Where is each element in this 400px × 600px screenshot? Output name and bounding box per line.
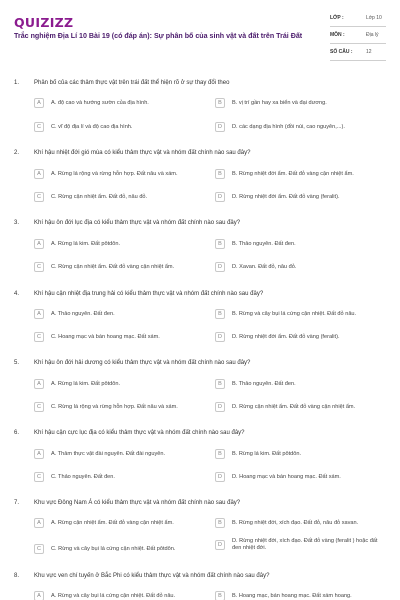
question-number: 5. [14,360,20,366]
option-c[interactable] [34,330,208,344]
option-text: D. Rừng nhiệt đới, xích đạo. Đất đỏ vàng (feralit ) hoặc đất đen nhiệt đới. [232,538,378,551]
option-text: D. Rừng cận nhiệt ẩm. Đất đỏ vàng cận nhiệt ẩm. [232,403,356,410]
question-number: 3. [14,220,20,226]
option-letter-box: C [34,332,44,342]
option-text: B. Hoang mạc, bán hoang mạc. Đất xám hoang. [232,592,352,599]
option-a[interactable] [34,96,208,110]
option-letter-box: D [215,332,225,342]
option-letter-box: C [34,472,44,482]
question-number: 6. [14,430,20,436]
option-letter-box: C [34,402,44,412]
option-a[interactable] [34,589,208,600]
option-a[interactable] [34,167,208,181]
option-text: D. Rừng nhiệt đới ẩm. Đất đỏ vàng (feralit). [232,193,340,200]
option-d[interactable] [215,260,389,274]
option-c[interactable] [34,190,208,204]
question-text: Khí hậu cận nhiệt địa trung hải có kiểu thảm thực vật và nhóm đất chính nào sau đây? [34,291,264,297]
question-text: Khí hậu ôn đới hải dương có kiểu thảm thực vật và nhóm đất chính nào sau đây? [34,360,251,366]
option-c[interactable] [34,260,208,274]
option-letter-box: C [34,122,44,132]
option-text: A. Rừng lá kim. Đất pôtdôn. [51,240,121,247]
option-a[interactable] [34,447,208,461]
question-number: 7. [14,500,20,506]
option-text: B. vị trí gần hay xa biển và đại dương. [232,99,327,106]
option-letter-box: B [215,449,225,459]
option-letter-box: C [34,262,44,272]
question-number: 4. [14,291,20,297]
option-text: A. Thảm thực vật đài nguyên. Đất đài nguyên. [51,450,166,457]
option-d[interactable] [215,400,389,414]
option-b[interactable] [215,447,389,461]
option-text: C. Rừng và cây bụi lá cứng cận nhiệt. Đất pôtdôn. [51,545,176,552]
option-text: A. Rừng lá kim. Đất pôtdôn. [51,380,121,387]
option-text: D. các dạng địa hình (đồi núi, cao nguyên,...). [232,123,345,130]
question-text: Khí hậu cận cực lục địa có kiểu thảm thực vật và nhóm đất chính nào sau đây? [34,430,245,436]
meta-label: MÔN : [330,32,345,38]
option-text: A. độ cao và hướng sườn của địa hình. [51,99,149,106]
option-b[interactable] [215,516,389,530]
option-letter-box: A [34,518,44,528]
option-letter-box: B [215,169,225,179]
option-a[interactable] [34,516,208,530]
option-letter-box: D [215,402,225,412]
meta-value: Địa lý [366,32,379,38]
meta-subject [330,30,386,44]
option-letter-box: C [34,544,44,554]
option-text: C. Hoang mạc và bán hoang mạc. Đất xám. [51,333,160,340]
option-text: A. Rừng lá rộng và rừng hỗn hợp. Đất nâu và xám. [51,170,178,177]
meta-value: 12 [366,49,372,55]
option-d[interactable] [215,330,389,344]
meta-question-count [330,47,386,61]
logo-text: QUIZIZZ [14,14,74,30]
option-b[interactable] [215,377,389,391]
option-letter-box: A [34,169,44,179]
question-text: Phân bố của các thảm thực vật trên trái đất thể hiện rõ ở sự thay đổi theo [34,80,230,86]
option-c[interactable] [34,542,208,556]
option-letter-box: C [34,192,44,202]
option-text: C. Thảo nguyên. Đất đen. [51,473,115,480]
option-text: B. Rừng nhiệt đới ẩm. Đất đỏ vàng cận nhiệt ẩm. [232,170,354,177]
option-text: C. Rừng lá rộng và rừng hỗn hợp. Đất nâu và xám. [51,403,178,410]
option-text: B. Rừng lá kim. Đất pôtdôn. [232,450,302,457]
option-d[interactable] [215,120,389,134]
meta-panel [330,13,386,64]
option-text: C. Rừng cận nhiệt ẩm. Đất đỏ, nâu đỏ. [51,193,148,200]
option-text: D. Hoang mạc và bán hoang mạc. Đất xám. [232,473,341,480]
option-letter-box: D [215,122,225,132]
option-letter-box: D [215,192,225,202]
option-letter-box: B [215,309,225,319]
option-text: B. Thảo nguyên. Đất đen. [232,240,296,247]
option-c[interactable] [34,470,208,484]
option-letter-box: B [215,239,225,249]
question-text: Khí hậu ôn đới lục địa có kiểu thảm thực vật và nhóm đất chính nào sau đây? [34,220,241,226]
option-d[interactable] [215,538,389,560]
option-text: B. Thảo nguyên. Đất đen. [232,380,296,387]
option-letter-box: B [215,98,225,108]
option-d[interactable] [215,470,389,484]
option-letter-box: B [215,379,225,389]
question-text: Khu vực ven chí tuyến ở Bắc Phi có kiểu thảm thực vật và nhóm đất chính nào sau đây? [34,573,270,579]
option-letter-box: B [215,591,225,600]
quizizz-logo [14,14,73,30]
option-letter-box: A [34,379,44,389]
question-number: 2. [14,150,20,156]
option-b[interactable] [215,307,389,321]
question-text: Khu vực Đông Nam Á có kiểu thảm thực vật và nhóm đất chính nào sau đây? [34,500,241,506]
option-text: D. Rừng nhiệt đới ẩm. Đất đỏ vàng (feralit). [232,333,340,340]
option-d[interactable] [215,190,389,204]
meta-value: Lớp 10 [366,15,382,21]
option-b[interactable] [215,589,389,600]
meta-label: LỚP : [330,15,344,21]
option-text: D. Xavan. Đất đỏ, nâu đỏ. [232,263,297,270]
option-letter-box: A [34,591,44,600]
option-a[interactable] [34,377,208,391]
option-letter-box: D [215,540,225,550]
option-letter-box: A [34,98,44,108]
meta-class [330,13,386,27]
option-letter-box: B [215,518,225,528]
option-c[interactable] [34,400,208,414]
question-number: 8. [14,573,20,579]
option-a[interactable] [34,237,208,251]
option-c[interactable] [34,120,208,134]
option-letter-box: A [34,309,44,319]
option-letter-box: A [34,239,44,249]
option-text: A. Rừng cận nhiệt ẩm. Đất đỏ vàng cận nhiệt ẩm. [51,519,174,526]
option-a[interactable] [34,307,208,321]
option-b[interactable] [215,167,389,181]
option-text: A. Rừng và cây bụi lá cứng cận nhiệt. Đất đỏ nâu. [51,592,176,599]
option-text: C. Rừng cận nhiệt ẩm. Đất đỏ vàng cận nhiệt ẩm. [51,263,175,270]
option-text: A. Thảo nguyên. Đất đen. [51,310,115,317]
question-text: Khí hậu nhiệt đới gió mùa có kiểu thảm thực vật và nhóm đất chính nào sau đây? [34,150,251,156]
option-letter-box: D [215,262,225,272]
header [0,0,400,64]
option-letter-box: A [34,449,44,459]
meta-label: SỐ CÂU : [330,49,353,55]
option-b[interactable] [215,237,389,251]
option-text: B. Rừng nhiệt đới, xích đạo. Đất đỏ, nâu đỏ xavan. [232,519,359,526]
page-title: Trắc nghiệm Địa Lí 10 Bài 19 (có đáp án): Sự phân bố của sinh vật và đất trên Trái Đất [14,32,303,40]
option-letter-box: D [215,472,225,482]
option-b[interactable] [215,96,389,110]
option-text: C. vĩ độ địa lí và độ cao địa hình. [51,123,133,130]
question-number: 1. [14,80,20,86]
option-text: B. Rừng và cây bụi lá cứng cận nhiệt. Đất đỏ nâu. [232,310,357,317]
